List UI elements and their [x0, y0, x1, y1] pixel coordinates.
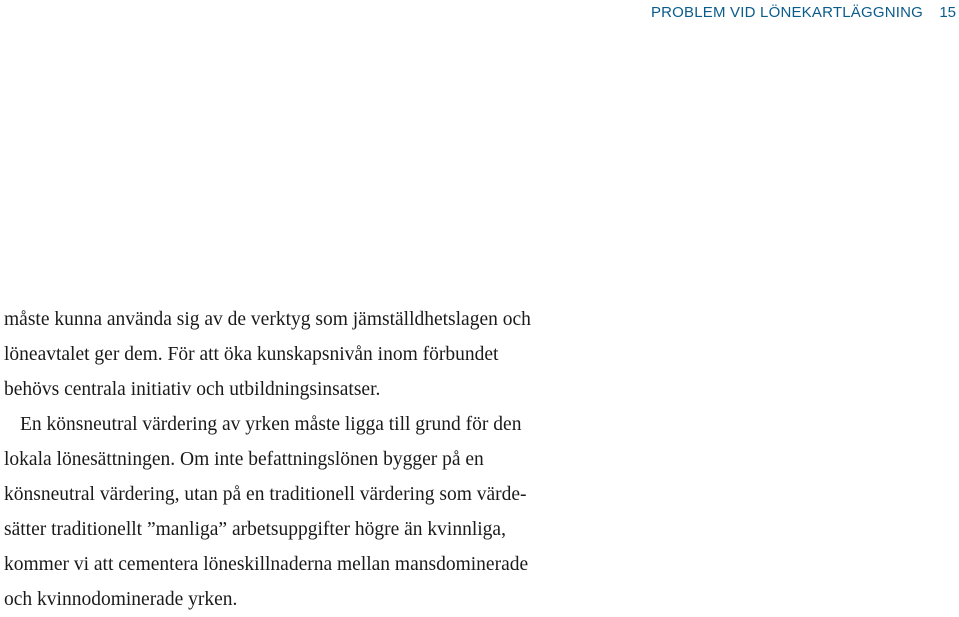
text-line: kommer vi att cementera löneskillnaderna mellan mansdominerade — [4, 554, 529, 575]
body-text — [4, 302, 684, 617]
text-line: löneavtalet ger dem. För att öka kunskapsnivån inom förbundet — [4, 344, 499, 365]
text-line: och kvinnodominerade yrken. — [4, 589, 238, 610]
text-line: En könsneutral värdering av yrken måste ligga till grund för den — [20, 414, 522, 435]
text-line: lokala lönesättningen. Om inte befattningslönen bygger på en — [4, 449, 484, 470]
running-header — [0, 3, 959, 23]
text-line: måste kunna använda sig av de verktyg som jämställdhetslagen och — [4, 309, 531, 330]
running-title: PROBLEM VID LÖNEKARTLÄGGNING — [650, 4, 923, 21]
text-line: könsneutral värdering, utan på en traditionell värdering som värde- — [4, 484, 527, 505]
text-line: behövs centrala initiativ och utbildningsinsatser. — [4, 379, 381, 400]
text-line: sätter traditionellt ”manliga” arbetsuppgifter högre än kvinnliga, — [4, 519, 506, 540]
page-number: 15 — [939, 4, 956, 21]
